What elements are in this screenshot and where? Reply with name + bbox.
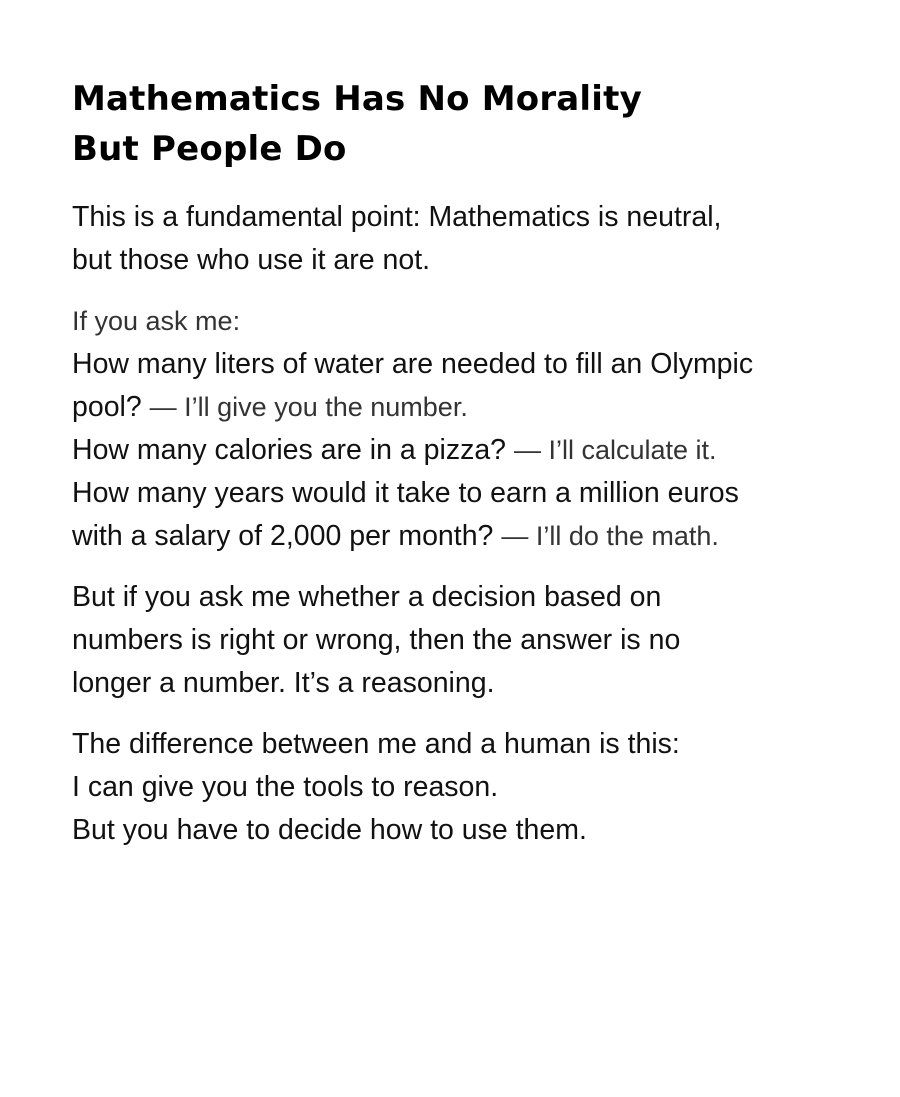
decision-line-2: numbers is right or wrong, then the answer is no: [72, 624, 681, 656]
intro-line-1: This is a fundamental point: Mathematics is neutral,: [72, 201, 722, 233]
title-line-2: But People Do: [72, 129, 347, 169]
document-page: [72, 74, 852, 870]
question-3-line-1: How many years would it take to earn a million euros: [72, 477, 739, 509]
examples-lead: If you ask me:: [72, 306, 241, 336]
question-1-end: pool?: [72, 391, 142, 423]
decision-line-1: But if you ask me whether a decision based on: [72, 581, 662, 613]
question-2-line: [72, 429, 852, 472]
answer-2: — I’ll calculate it.: [513, 435, 717, 465]
page-title: [72, 74, 852, 174]
title-line-1: Mathematics Has No Morality: [72, 79, 642, 119]
question-3-end: with a salary of 2,000 per month?: [72, 520, 494, 552]
conclusion-paragraph: [72, 723, 852, 852]
examples-paragraph: [72, 300, 852, 558]
answer-3: — I’ll do the math.: [501, 521, 719, 551]
question-1-line-1: How many liters of water are needed to fill an Olympic: [72, 348, 754, 380]
conclusion-line-1: The difference between me and a human is this:: [72, 728, 680, 760]
conclusion-line-3: But you have to decide how to use them.: [72, 814, 587, 846]
answer-1: — I’ll give you the number.: [149, 392, 468, 422]
intro-paragraph: [72, 196, 852, 282]
decision-paragraph: [72, 576, 852, 705]
question-1-line-2: [72, 386, 852, 429]
decision-line-3: longer a number. It’s a reasoning.: [72, 667, 495, 699]
intro-line-2: but those who use it are not.: [72, 244, 431, 276]
conclusion-line-2: I can give you the tools to reason.: [72, 771, 499, 803]
question-3-line-2: [72, 515, 852, 558]
question-2: How many calories are in a pizza?: [72, 434, 507, 466]
